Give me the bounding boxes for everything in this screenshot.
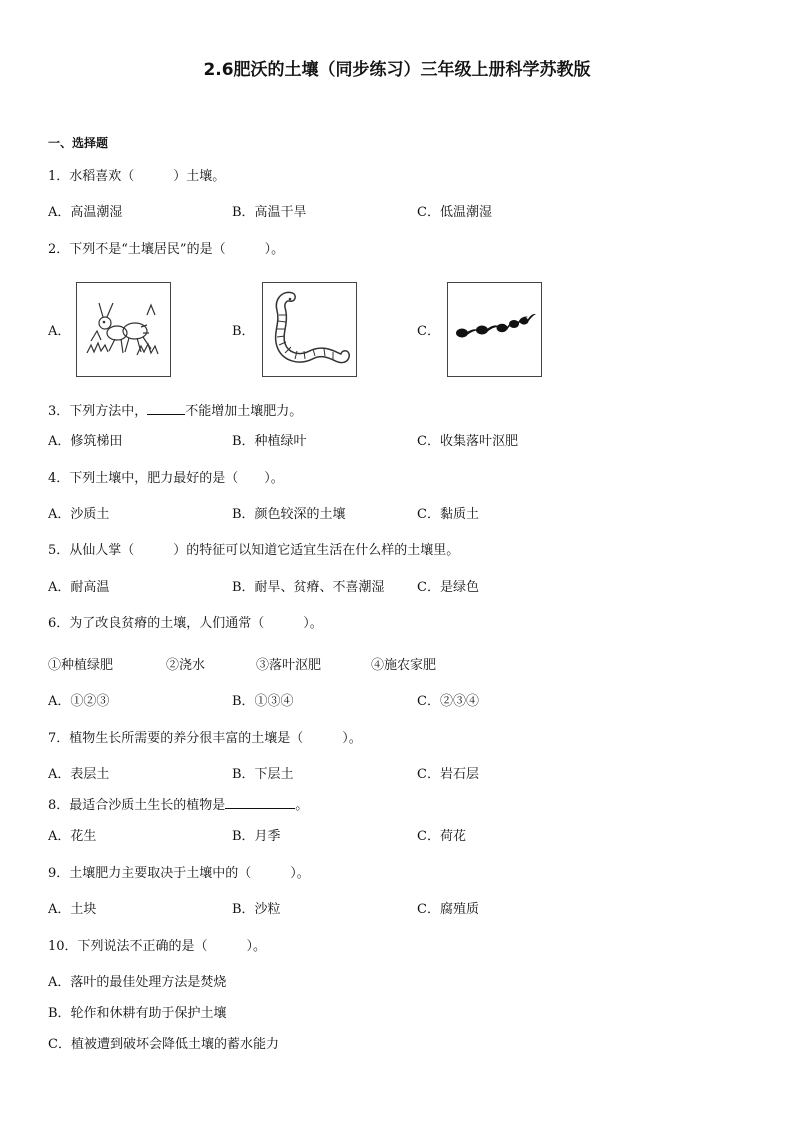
question-4-stem: 4．下列土壤中，肥力最好的是（ ）。 xyxy=(48,471,284,486)
question-7-option-b[interactable]: B．下层土 xyxy=(232,767,294,782)
ant-image xyxy=(76,282,171,377)
question-10-option-a[interactable]: A．落叶的最佳处理方法是焚烧 xyxy=(48,975,227,990)
question-4-option-b[interactable]: B．颜色较深的土壤 xyxy=(232,507,346,522)
question-6-stem: 6．为了改良贫瘠的土壤，人们通常（ ）。 xyxy=(48,616,323,631)
question-6-option-c[interactable]: C．②③④ xyxy=(417,694,479,709)
question-4-option-a[interactable]: A．沙质土 xyxy=(48,507,110,522)
question-8-stem-after: 。 xyxy=(295,798,309,813)
question-2-option-b[interactable]: B． xyxy=(232,324,255,339)
question-7-stem: 7．植物生长所需要的养分很丰富的土壤是（ ）。 xyxy=(48,731,362,746)
section-heading: 一、选择题 xyxy=(48,136,109,150)
question-3-stem-after: 不能增加土壤肥力。 xyxy=(185,404,303,419)
question-9-stem: 9．土壤肥力主要取决于土壤中的（ ）。 xyxy=(48,866,310,881)
question-8-stem xyxy=(48,794,308,813)
question-3-stem xyxy=(48,400,302,419)
answer-blank[interactable] xyxy=(147,402,185,415)
question-8-option-c[interactable]: C．荷花 xyxy=(417,829,466,844)
question-7-option-c[interactable]: C．岩石层 xyxy=(417,767,479,782)
question-5-option-c[interactable]: C．是绿色 xyxy=(417,580,479,595)
tadpoles-image xyxy=(447,282,542,377)
question-8-option-b[interactable]: B．月季 xyxy=(232,829,281,844)
question-2-option-c[interactable]: C． xyxy=(417,324,440,339)
question-4-option-c[interactable]: C．黏质土 xyxy=(417,507,479,522)
question-1-option-b[interactable]: B．高温干旱 xyxy=(232,205,307,220)
question-5-option-a[interactable]: A．耐高温 xyxy=(48,580,110,595)
earthworm-image xyxy=(262,282,357,377)
question-9-option-b[interactable]: B．沙粒 xyxy=(232,902,281,917)
question-8-stem-before: 8．最适合沙质土生长的植物是 xyxy=(48,798,226,813)
page-title: 2.6肥沃的土壤（同步练习）三年级上册科学苏教版 xyxy=(203,60,591,80)
question-7-option-a[interactable]: A．表层土 xyxy=(48,767,110,782)
question-8-option-a[interactable]: A．花生 xyxy=(48,829,97,844)
question-3-stem-before: 3．下列方法中， xyxy=(48,404,148,419)
question-6-option-a[interactable]: A．①②③ xyxy=(48,694,110,709)
question-9-option-a[interactable]: A．土块 xyxy=(48,902,97,917)
question-3-option-a[interactable]: A．修筑梯田 xyxy=(48,434,123,449)
question-1-stem: 1．水稻喜欢（ ）土壤。 xyxy=(48,169,226,184)
question-9-option-c[interactable]: C．腐殖质 xyxy=(417,902,479,917)
question-2-stem: 2．下列不是“土壤居民”的是（ ）。 xyxy=(48,242,285,257)
question-6-item-4: ④施农家肥 xyxy=(371,658,437,673)
question-1-option-a[interactable]: A．高温潮湿 xyxy=(48,205,123,220)
question-3-option-c[interactable]: C．收集落叶沤肥 xyxy=(417,434,518,449)
question-10-stem: 10．下列说法不正确的是（ ）。 xyxy=(48,939,267,954)
question-10-option-c[interactable]: C．植被遭到破坏会降低土壤的蓄水能力 xyxy=(48,1037,279,1052)
answer-blank[interactable] xyxy=(225,796,295,809)
question-2-option-a[interactable]: A． xyxy=(48,324,71,339)
question-10-option-b[interactable]: B．轮作和休耕有助于保护土壤 xyxy=(48,1006,227,1021)
question-6-option-b[interactable]: B．①③④ xyxy=(232,694,294,709)
question-3-option-b[interactable]: B．种植绿叶 xyxy=(232,434,307,449)
question-5-stem: 5．从仙人掌（ ）的特征可以知道它适宜生活在什么样的土壤里。 xyxy=(48,543,460,558)
question-5-option-b[interactable]: B．耐旱、贫瘠、不喜潮湿 xyxy=(232,580,385,595)
question-1-option-c[interactable]: C．低温潮湿 xyxy=(417,205,492,220)
question-6-item-2: ②浇水 xyxy=(166,658,206,673)
question-6-item-3: ③落叶沤肥 xyxy=(256,658,322,673)
question-6-item-1: ①种植绿肥 xyxy=(48,658,114,673)
